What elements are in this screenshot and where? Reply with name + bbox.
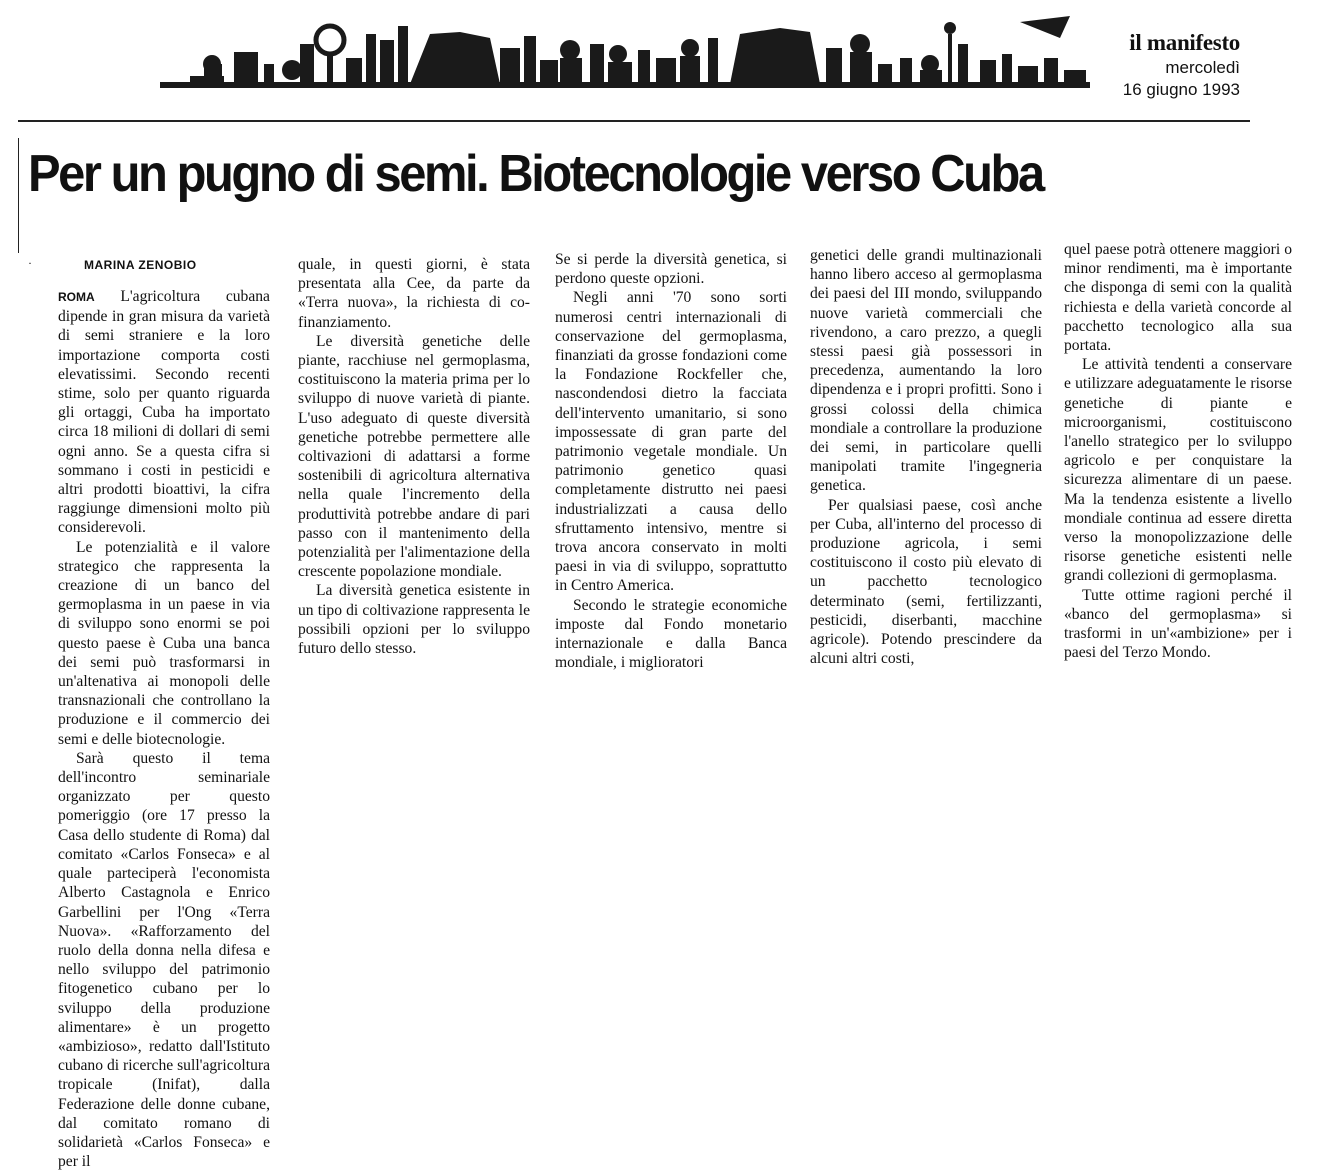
paragraph: quale, in questi giorni, è stata presentata alla Cee, da parte da «Terra nuova», la richiesta di co-finanziamento. bbox=[298, 256, 530, 331]
article-column-4 bbox=[810, 246, 1042, 668]
paragraph: Le attività tendenti a conservare e utilizzare adeguatamente le risorse genetiche di piante e microorganismi, costituiscono l'anello strategico per lo sviluppo agricolo e per conquistare la sicurezza alimentare di un paese. Ma la tendenza esistente a livello mondiale continua ad essere diretta verso la monopolizzazione delle risorse genetiche esistenti nelle grandi collezioni di germoplasma. bbox=[1064, 356, 1292, 585]
byline-mark: · bbox=[28, 256, 32, 270]
article-column-2 bbox=[298, 255, 530, 658]
paragraph: Le potenzialità e il valore strategico che rappresenta la creazione di un banco del germoplasma in un paese in via di sviluppo sono enormi se poi questo paese è Cuba una banca dei semi può trasformarsi in un'altenativa ai monopoli delle transnazionali che controllano la produzione e il commercio dei semi e delle biotecnologie. bbox=[58, 538, 270, 748]
paragraph: Se si perde la diversità genetica, si perdono queste opzioni. bbox=[555, 251, 787, 288]
newspaper-name: il manifesto bbox=[1129, 30, 1240, 55]
issue-weekday: mercoledì bbox=[1165, 58, 1240, 77]
article-column-3 bbox=[555, 250, 787, 672]
headline-side-rule bbox=[18, 138, 19, 253]
paragraph: Tutte ottime ragioni perché il «banco del germoplasma» si trasformi in un'«ambizione» per i paesi del Terzo Mondo. bbox=[1064, 586, 1292, 662]
paragraph: Secondo le strategie economiche imposte dal Fondo monetario internazionale e dalla Banca mondiale, i miglioratori bbox=[555, 596, 787, 672]
paragraph: Sarà questo il tema dell'incontro seminariale organizzato per questo pomeriggio (ore 17 presso la Casa dello studente di Roma) dal comitato «Carlos Fonseca» e al quale parteciperà l'economista Alberto Castagnola e Enrico Garbellini per l'Ong «Terra Nuova». «Rafforzamento del ruolo della donna nella difesa e nello sviluppo del patrimonio fitogenetico cubano per lo sviluppo della produzione alimentare» è un progetto «ambizioso», redatto dall'Istituto cubano di ricerche sull'agricoltura tropicale (Inifat), dalla Federazione delle donne cubane, dal comitato romano di solidarietà «Carlos Fonseca» e per il bbox=[58, 749, 270, 1171]
paragraph: Per qualsiasi paese, così anche per Cuba, all'interno del processo di produzione agricola, i semi costituiscono il costo più elevato di un pacchetto tecnologico determinato (semi, fertilizzanti, pesticidi, diserbanti, macchine agricole). Potendo prescindere da alcuni altri costi, bbox=[810, 496, 1042, 668]
article-column-5 bbox=[1064, 240, 1292, 662]
paragraph: genetici delle grandi multinazionali hanno libero acceso al germoplasma dei paesi del III mondo, sviluppando nuove varietà commerciali che rivendono, a caro prezzo, a quegli stessi paesi già possessori in precedenza, aumentando la loro dipendenza e i propri profitti. Sono i grossi colossi della chimica mondiale a controllare la produzione dei semi, in particolare quelli manipolati tramite l'ingegneria genetica. bbox=[810, 247, 1042, 495]
paragraph: quel paese potrà ottenere maggiori o minor rendimenti, ma è importante che disponga di semi con la qualità richiesta e della varietà concorde al pacchetto tecnologico alla sua portata. bbox=[1064, 241, 1292, 355]
article-dateline: ROMA bbox=[58, 290, 95, 304]
article-column-1 bbox=[58, 287, 270, 1171]
masthead-illustration bbox=[160, 4, 1090, 120]
paragraph bbox=[58, 287, 270, 538]
paragraph: Le diversità genetiche delle piante, racchiuse nel germoplasma, costituiscono la materia prima per lo sviluppo di nuove varietà di piante. L'uso adeguato di queste diversità genetiche potrebbe permettere alle coltivazioni di adattarsi a forme sostenibili di agricoltura alternativa nella quale l'incremento della produttività potrebbe andare di pari passo con il mantenimento della potenzialità per l'alimentazione della crescente popolazione mondiale. bbox=[298, 332, 530, 581]
article-headline: Per un pugno di semi. Biotecnologie verso Cuba bbox=[28, 145, 1043, 203]
paragraph: Negli anni '70 sono sorti numerosi centri internazionali di conservazione del germoplasma, finanziati da grosse fondazioni come la Fondazione Rockfeller che, nascondendosi dietro la facciata dell'intervento umanitario, si sono impossessate di gran parte del patrimonio vegetale mondiale. Un patrimonio genetico quasi completamente distrutto nei paesi industrializzati a causa dello sfruttamento intensivo, mentre si trova ancora conservato in molti paesi in via di sviluppo, soprattutto in Centro America. bbox=[555, 289, 787, 595]
article-byline: MARINA ZENOBIO bbox=[84, 258, 197, 272]
paragraph-text: L'agricoltura cubana dipende in gran misura da varietà di semi straniere e la loro importazione comporta costi elevatissimi. Secondo recenti stime, solo per quanto riguarda gli ortaggi, Cuba ha importato circa 18 milioni di dollari di semi ogni anno. Se a questa cifra si sommano i costi in pesticidi e altri prodotti bioattivi, la cifra raggiunge dimensioni molto più considerevoli. bbox=[58, 288, 270, 537]
masthead-rule bbox=[18, 120, 1250, 122]
issue-date: 16 giugno 1993 bbox=[1122, 80, 1240, 99]
paragraph: La diversità genetica esistente in un tipo di coltivazione rappresenta le possibili opzioni per lo sviluppo futuro dello stesso. bbox=[298, 582, 530, 658]
